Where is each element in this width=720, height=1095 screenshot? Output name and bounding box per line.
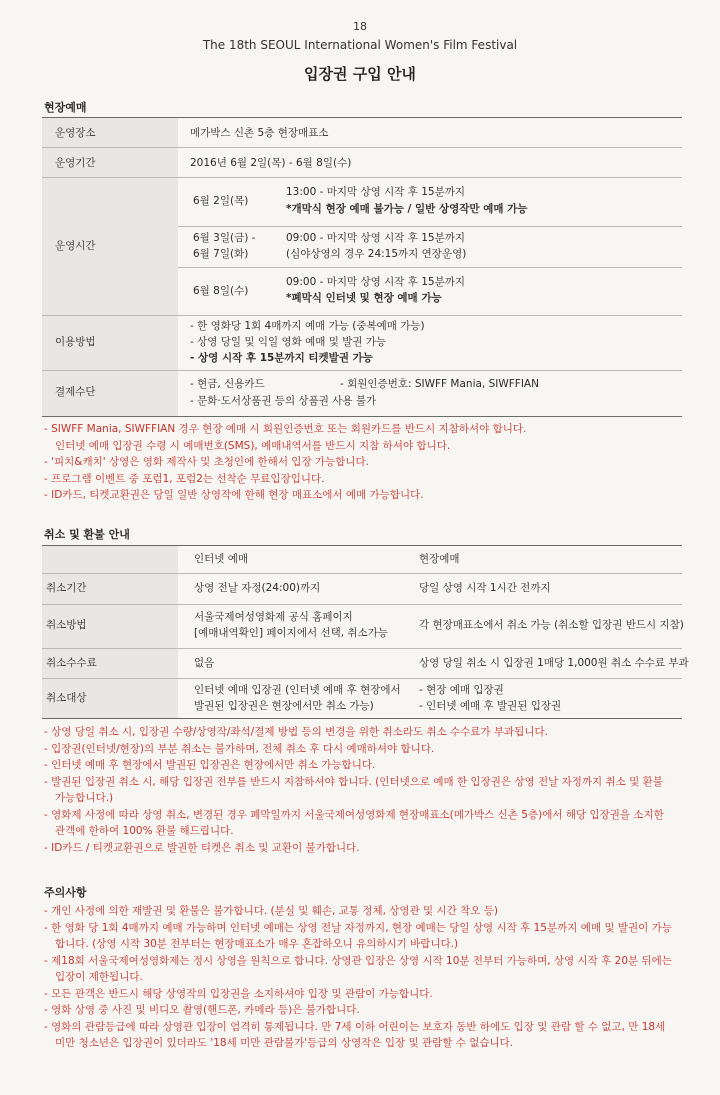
hours-note: (심야상영의 경우 24:15까지 연장운영) [286,248,467,260]
refund-onsite: 각 현장매표소에서 취소 가능 (취소할 입장권 반드시 지참) [419,619,684,631]
refund-onsite: 상영 당일 취소 시 입장권 1매당 1,000원 취소 수수료 부과 [419,657,689,669]
usage-item: - 상영 당일 및 익일 영화 예매 및 발권 가능 [190,336,387,348]
col-header-internet: 인터넷 예매 [194,553,249,565]
note-line: 인터넷 예매 입장권 수령 시 예매번호(SMS), 예매내역서를 반드시 지참 하셔야 합니다. [55,439,451,452]
row-divider [178,267,682,268]
festival-name: The 18th SEOUL International Women's Film Festival [202,38,518,52]
payment-label: 결제수단 [55,386,96,398]
hours-note: *개막식 현장 예매 불가능 / 일반 상영작만 예매 가능 [286,203,528,215]
note-line: 합니다. (상영 시작 30분 전부터는 현장매표소가 매우 혼잡하오니 유의하시기 바랍니다.) [55,938,459,950]
note-line: - 한 영화 당 1회 4매까지 예매 가능하며 인터넷 예매는 상영 전날 자정까지, 현장 예매는 당일 상영 시작 후 15분까지 예매 및 발권이 가능 [44,921,672,934]
note-line: - ID카드 / 티켓교환권으로 발권한 티켓은 취소 및 교환이 불가합니다. [44,841,360,854]
note-line: - 제18회 서울국제여성영화제는 정시 상영을 원칙으로 합니다. 상영관 입장은 상영 시작 10분 전부터 가능하며, 상영 시작 후 20분 뒤에는 [44,954,672,967]
note-line: - 모든 관객은 반드시 해당 상영작의 입장권을 소지하셔야 입장 및 관람이 가능합니다. [44,987,433,1000]
hours-time: 09:00 - 마지막 상영 시작 후 15분까지 [286,232,466,244]
payment-item: - 회원인증번호: SIWFF Mania, SIWFFIAN [340,378,539,390]
row-divider [178,226,682,227]
usage-item: - 한 영화당 1회 4매까지 예매 가능 (중복예매 가능) [190,320,425,332]
refund-row-label: 취소대상 [46,692,87,704]
note-line: 미만 청소년은 입장권이 있더라도 '18세 미만 관람불가'등급의 상영작은 입장 및 관람할 수 없습니다. [55,1037,514,1049]
note-line: - 발권된 입장권 취소 시, 해당 입장권 전부를 반드시 지참하셔야 합니다. (인터넷으로 예매 한 입장권은 상영 전날 자정까지 취소 및 환불 [44,775,663,788]
note-line: - 프로그램 이벤트 중 포럼1, 포럼2는 선착순 무료입장입니다. [44,472,325,485]
hours-time: 09:00 - 마지막 상영 시작 후 15분까지 [286,276,466,288]
note-line: 가능합니다.) [55,792,114,804]
period-value: 2016년 6월 2일(목) - 6월 8일(수) [190,157,352,169]
refund-internet: 인터넷 예매 입장권 (인터넷 예매 후 현장에서 [194,684,401,696]
hours-date: 6월 7일(화) [193,248,249,260]
page-number: 18 [353,20,367,33]
refund-internet: 상영 전날 자정(24:00)까지 [194,582,321,594]
hours-time: 13:00 - 마지막 상영 시작 후 15분까지 [286,186,466,198]
note-line: 관객에 한하여 100% 환불 해드립니다. [55,825,234,837]
note-line: - 상영 당일 취소 시, 입장권 수량/상영작/좌석/결제 방법 등의 변경을 위한 취소라도 취소 수수료가 부과됩니다. [44,726,548,738]
note-line: - '피치&캐치' 상영은 영화 제작사 및 초청인에 한해서 입장 가능합니다. [44,456,369,468]
refund-notes [44,724,684,856]
refund-internet: 발권된 입장권은 현장에서만 취소 가능) [194,700,374,712]
row-divider [42,370,682,371]
note-line: - ID카드, 티켓교환권은 당일 일반 상영작에 한해 현장 매표소에서 예매 가능합니다. [44,489,424,501]
refund-row-label: 취소기간 [46,582,87,594]
note-line: - SIWFF Mania, SIWFFIAN 경우 현장 예매 시 회원인증번호 또는 회원카드를 반드시 지참하셔야 합니다. [44,423,527,435]
venue-label: 운영장소 [55,127,96,139]
refund-internet: 서울국제여성영화제 공식 홈페이지 [194,611,353,623]
row-divider [42,177,682,178]
note-line: - 개인 사정에 의한 재발권 및 환불은 불가합니다. (분실 및 훼손, 교통 정체, 상영관 및 시간 착오 등) [44,905,499,917]
usage-label: 이용방법 [55,336,96,348]
note-line: - 인터넷 예매 후 현장에서 발권된 입장권은 현장에서만 취소 가능합니다. [44,759,376,771]
hours-note: *폐막식 인터넷 및 현장 예매 가능 [286,292,442,304]
caution-heading: 주의사항 [44,886,87,899]
onsite-notes [44,421,684,504]
period-label: 운영기간 [55,157,96,169]
hours-date: 6월 8일(수) [193,285,249,297]
hours-label: 운영시간 [55,240,96,252]
page-title: 입장권 구입 안내 [304,65,416,83]
row-divider [42,648,682,649]
refund-onsite: 당일 상영 시작 1시간 전까지 [419,582,551,594]
refund-row-label: 취소방법 [46,619,87,631]
row-divider [42,604,682,605]
hours-date: 6월 2일(목) [193,195,249,207]
refund-onsite: - 현장 예매 입장권 [419,684,504,696]
payment-item: - 문화·도서상품권 등의 상품권 사용 불가 [190,395,377,407]
row-divider [42,573,682,574]
usage-item: - 상영 시작 후 15분까지 티켓발권 가능 [190,352,373,364]
row-divider [42,147,682,148]
refund-internet: 없음 [194,657,215,669]
refund-heading: 취소 및 환불 안내 [44,528,130,541]
onsite-table-bottom-rule [42,416,682,417]
hours-date: 6월 3일(금) - [193,232,256,244]
row-divider [42,315,682,316]
col-header-onsite: 현장예매 [419,553,460,565]
note-line: - 영화제 사정에 따라 상영 취소, 변경된 경우 폐막일까지 서울국제여성영화제 현장매표소(메가박스 신촌 5층)에서 해당 입장권을 소지한 [44,808,664,821]
venue-value: 메가박스 신촌 5층 현장매표소 [190,127,329,139]
refund-row-label: 취소수수료 [46,657,97,669]
note-line: - 영화의 관람등급에 따라 상영관 입장이 엄격히 통제됩니다. 만 7세 이하 어린이는 보호자 동반 하에도 입장 및 관람 할 수 없고, 만 18세 [44,1020,666,1033]
refund-onsite: - 인터넷 예매 후 발권된 입장권 [419,700,562,712]
caution-notes [44,903,684,1052]
onsite-heading: 현장예매 [44,101,87,114]
row-divider [42,678,682,679]
note-line: - 영화 상영 중 사진 및 비디오 촬영(핸드폰, 카메라 등)은 불가합니다. [44,1004,360,1016]
refund-internet: [예매내역확인] 페이지에서 선택, 취소가능 [194,627,388,639]
note-line: 입장이 제한됩니다. [55,971,143,983]
note-line: - 입장권(인터넷/현장)의 부분 취소는 불가하며, 전체 취소 후 다시 예매하셔야 합니다. [44,742,435,755]
payment-item: - 현금, 신용카드 [190,378,265,390]
refund-table-bottom-rule [42,718,682,719]
